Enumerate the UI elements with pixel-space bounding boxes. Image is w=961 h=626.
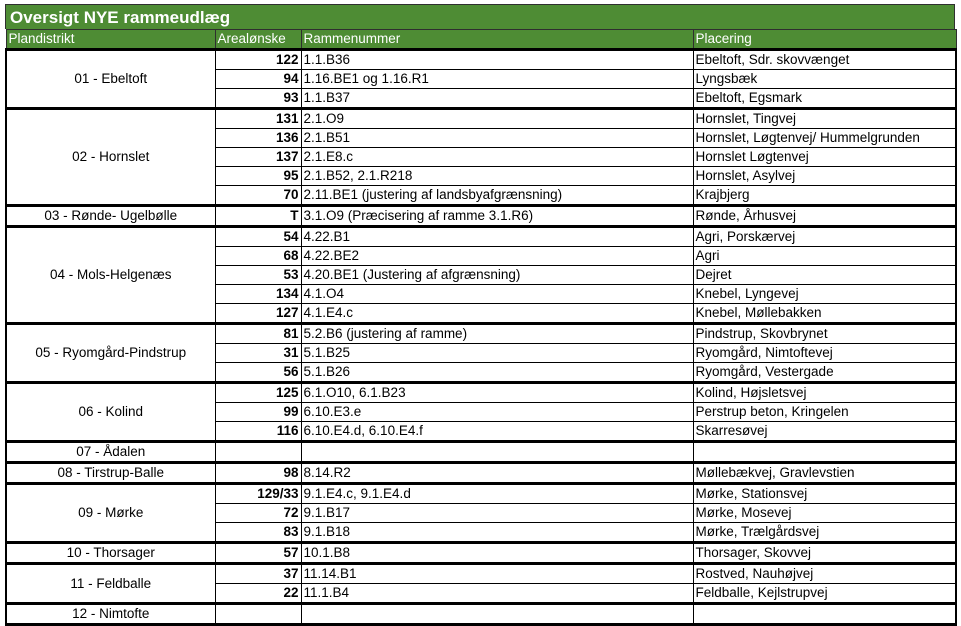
area-cell[interactable]: 72 (215, 504, 301, 523)
table-row (6, 109, 956, 129)
area-cell[interactable]: 83 (215, 523, 301, 543)
number-cell[interactable]: 5.2.B6 (justering af ramme) (301, 324, 693, 344)
area-cell[interactable]: 134 (215, 285, 301, 304)
area-cell[interactable]: 116 (215, 422, 301, 442)
number-cell[interactable]: 2.1.O9 (301, 109, 693, 129)
header-number: Rammenummer (301, 30, 693, 50)
number-cell[interactable]: 11.1.B4 (301, 584, 693, 604)
placement-cell[interactable]: Pindstrup, Skovbrynet (693, 324, 956, 344)
placement-cell[interactable]: Lyngsbæk (693, 70, 956, 89)
placement-cell[interactable]: Dejret (693, 266, 956, 285)
number-cell[interactable]: 9.1.B17 (301, 504, 693, 523)
table-row (6, 604, 956, 625)
district-cell[interactable]: 07 - Ådalen (6, 442, 215, 463)
area-cell[interactable]: 37 (215, 564, 301, 584)
placement-cell[interactable]: Mørke, Trælgårdsvej (693, 523, 956, 543)
placement-cell[interactable]: Ryomgård, Vestergade (693, 363, 956, 383)
header-row (6, 30, 956, 50)
number-cell[interactable]: 1.1.B36 (301, 50, 693, 70)
spreadsheet (5, 4, 955, 626)
number-cell[interactable]: 2.1.B52, 2.1.R218 (301, 167, 693, 186)
area-cell[interactable]: 95 (215, 167, 301, 186)
table-row (6, 324, 956, 344)
placement-cell[interactable]: Ebeltoft, Sdr. skovvænget (693, 50, 956, 70)
area-cell[interactable]: 54 (215, 227, 301, 247)
number-cell[interactable]: 2.11.BE1 (justering af landsbyafgrænsning) (301, 186, 693, 206)
district-cell[interactable]: 09 - Mørke (6, 484, 215, 543)
number-cell[interactable]: 5.1.B26 (301, 363, 693, 383)
placement-cell[interactable]: Kolind, Højsletsvej (693, 383, 956, 403)
area-cell[interactable]: 53 (215, 266, 301, 285)
number-cell[interactable]: 6.1.O10, 6.1.B23 (301, 383, 693, 403)
table-row (6, 543, 956, 564)
area-cell[interactable]: 57 (215, 543, 301, 564)
placement-cell[interactable]: Ryomgård, Nimtoftevej (693, 344, 956, 363)
number-cell[interactable]: 2.1.B51 (301, 129, 693, 148)
area-cell[interactable]: 93 (215, 89, 301, 109)
placement-cell[interactable]: Krajbjerg (693, 186, 956, 206)
placement-cell[interactable]: Agri (693, 247, 956, 266)
table-body (6, 50, 956, 625)
placement-cell[interactable]: Thorsager, Skovvej (693, 543, 956, 564)
area-cell[interactable]: 31 (215, 344, 301, 363)
number-cell[interactable] (301, 604, 693, 625)
area-cell[interactable]: 125 (215, 383, 301, 403)
number-cell[interactable]: 9.1.B18 (301, 523, 693, 543)
area-cell[interactable] (215, 442, 301, 463)
area-cell[interactable]: 70 (215, 186, 301, 206)
number-cell[interactable]: 1.16.BE1 og 1.16.R1 (301, 70, 693, 89)
placement-cell[interactable]: Mørke, Stationsvej (693, 484, 956, 504)
area-cell[interactable]: 98 (215, 463, 301, 484)
district-cell[interactable]: 10 - Thorsager (6, 543, 215, 564)
table-row (6, 206, 956, 227)
table-row (6, 484, 956, 504)
number-cell[interactable]: 2.1.E8.c (301, 148, 693, 167)
placement-cell[interactable]: Skarresøvej (693, 422, 956, 442)
district-cell[interactable]: 01 - Ebeltoft (6, 50, 215, 109)
table-row (6, 463, 956, 484)
area-cell[interactable]: 137 (215, 148, 301, 167)
table-row (6, 227, 956, 247)
number-cell[interactable]: 4.1.E4.c (301, 304, 693, 324)
placement-cell[interactable]: Møllebækvej, Gravlevstien (693, 463, 956, 484)
number-cell[interactable]: 3.1.O9 (Præcisering af ramme 3.1.R6) (301, 206, 693, 227)
number-cell[interactable]: 4.1.O4 (301, 285, 693, 304)
area-cell[interactable]: 22 (215, 584, 301, 604)
district-cell[interactable]: 03 - Rønde- Ugelbølle (6, 206, 215, 227)
table-row (6, 564, 956, 584)
placement-cell[interactable]: Hornslet, Løgtenvej/ Hummelgrunden (693, 129, 956, 148)
table-row (6, 442, 956, 463)
placement-cell[interactable]: Feldballe, Kejlstrupvej (693, 584, 956, 604)
number-cell[interactable]: 5.1.B25 (301, 344, 693, 363)
placement-cell[interactable]: Rønde, Århusvej (693, 206, 956, 227)
number-cell[interactable]: 6.10.E3.e (301, 403, 693, 422)
placement-cell[interactable]: Knebel, Møllebakken (693, 304, 956, 324)
district-cell[interactable]: 08 - Tirstrup-Balle (6, 463, 215, 484)
placement-cell[interactable] (693, 604, 956, 625)
area-cell[interactable]: 127 (215, 304, 301, 324)
area-cell[interactable] (215, 604, 301, 625)
area-cell[interactable]: T (215, 206, 301, 227)
placement-cell[interactable]: Ebeltoft, Egsmark (693, 89, 956, 109)
number-cell[interactable]: 1.1.B37 (301, 89, 693, 109)
area-cell[interactable]: 129/33 (215, 484, 301, 504)
district-cell[interactable]: 04 - Mols-Helgenæs (6, 227, 215, 324)
area-cell[interactable]: 81 (215, 324, 301, 344)
number-cell[interactable]: 4.22.B1 (301, 227, 693, 247)
area-cell[interactable]: 94 (215, 70, 301, 89)
number-cell[interactable]: 11.14.B1 (301, 564, 693, 584)
placement-cell[interactable]: Knebel, Lyngevej (693, 285, 956, 304)
number-cell[interactable]: 6.10.E4.d, 6.10.E4.f (301, 422, 693, 442)
area-cell[interactable]: 99 (215, 403, 301, 422)
sheet-title: Oversigt NYE rammeudlæg (5, 4, 955, 29)
district-cell[interactable]: 12 - Nimtofte (6, 604, 215, 625)
placement-cell[interactable] (693, 442, 956, 463)
number-cell[interactable]: 4.22.BE2 (301, 247, 693, 266)
number-cell[interactable]: 8.14.R2 (301, 463, 693, 484)
placement-cell[interactable]: Hornslet Løgtenvej (693, 148, 956, 167)
placement-cell[interactable]: Hornslet, Asylvej (693, 167, 956, 186)
number-cell[interactable] (301, 442, 693, 463)
placement-cell[interactable]: Agri, Porskærvej (693, 227, 956, 247)
rammeudlaeg-table (5, 29, 957, 626)
table-row (6, 50, 956, 70)
placement-cell[interactable]: Mørke, Mosevej (693, 504, 956, 523)
number-cell[interactable]: 9.1.E4.c, 9.1.E4.d (301, 484, 693, 504)
area-cell[interactable]: 131 (215, 109, 301, 129)
district-cell[interactable]: 05 - Ryomgård-Pindstrup (6, 324, 215, 383)
district-cell[interactable]: 11 - Feldballe (6, 564, 215, 604)
header-placement: Placering (693, 30, 956, 50)
district-cell[interactable]: 02 - Hornslet (6, 109, 215, 206)
area-cell[interactable]: 136 (215, 129, 301, 148)
placement-cell[interactable]: Hornslet, Tingvej (693, 109, 956, 129)
table-row (6, 383, 956, 403)
placement-cell[interactable]: Rostved, Nauhøjvej (693, 564, 956, 584)
placement-cell[interactable]: Perstrup beton, Kringelen (693, 403, 956, 422)
header-area: Arealønske (215, 30, 301, 50)
number-cell[interactable]: 4.20.BE1 (Justering af afgrænsning) (301, 266, 693, 285)
area-cell[interactable]: 122 (215, 50, 301, 70)
area-cell[interactable]: 68 (215, 247, 301, 266)
header-district: Plandistrikt (6, 30, 215, 50)
district-cell[interactable]: 06 - Kolind (6, 383, 215, 442)
number-cell[interactable]: 10.1.B8 (301, 543, 693, 564)
area-cell[interactable]: 56 (215, 363, 301, 383)
